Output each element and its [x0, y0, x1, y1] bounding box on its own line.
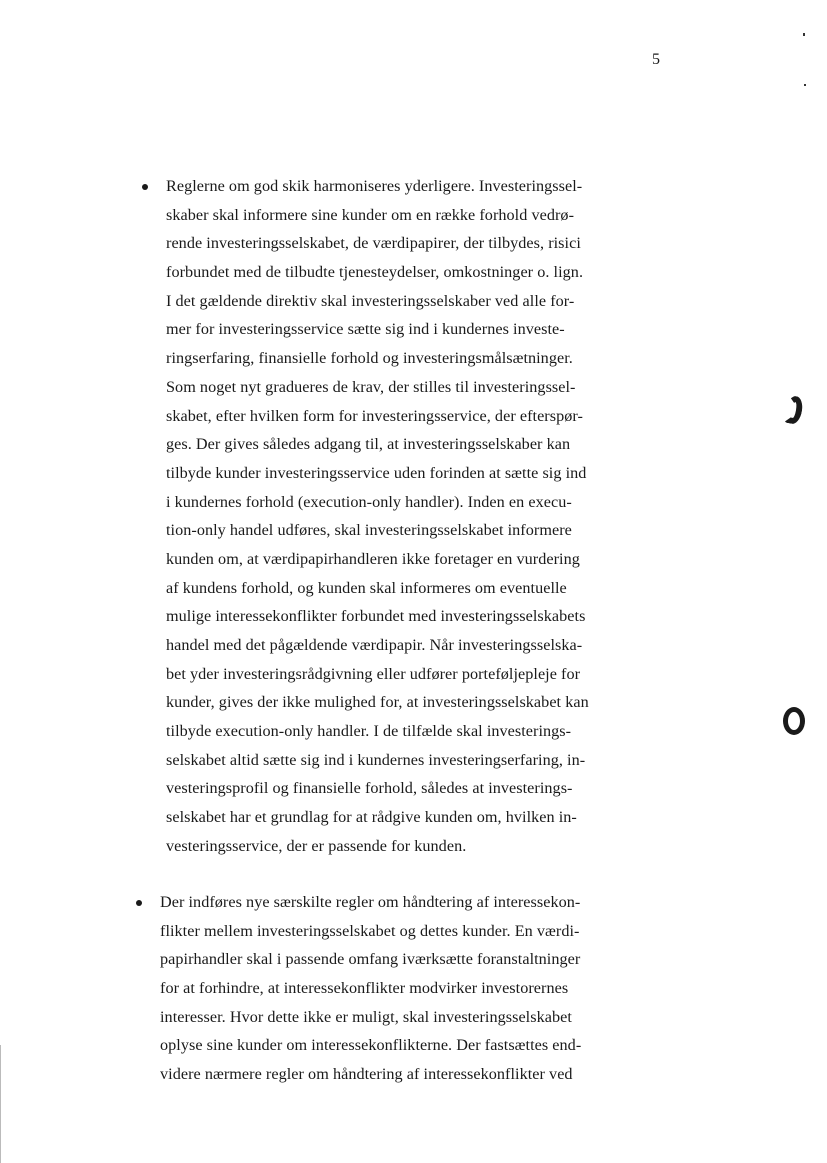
text-line: Reglerne om god skik harmoniseres yderligere. Investeringssel- [166, 177, 583, 195]
text-line: mulige interessekonflikter forbundet med investeringsselskabets [166, 607, 586, 626]
text-line: selskabet har et grundlag for at rådgive kunden om, hvilken in- [166, 808, 577, 827]
binder-hole-mark [783, 707, 805, 735]
scan-speck [804, 84, 806, 86]
bullet-paragraph-1 [166, 172, 589, 861]
text-line: bet yder investeringsrådgivning eller udfører porteføljepleje for [166, 664, 581, 683]
bullet-paragraph-2 [160, 888, 581, 1089]
text-line: I det gældende direktiv skal investeringsselskaber ved alle for- [166, 291, 575, 310]
text-line: interesser. Hvor dette ikke er muligt, skal investeringsselskabet [160, 1007, 572, 1026]
text-line: selskabet altid sætte sig ind i kundernes investeringserfaring, in- [166, 750, 586, 769]
text-line: for at forhindre, at interessekonflikter modvirker investorernes [160, 979, 569, 998]
text-line: skabet, efter hvilken form for investeringsservice, der efterspør- [166, 406, 583, 425]
text-line: tilbyde kunder investeringsservice uden forinden at sætte sig ind [166, 463, 587, 482]
page-number: 5 [652, 51, 660, 68]
text-line: tilbyde execution-only handler. I de tilfælde skal investerings- [166, 722, 572, 741]
text-line: rende investeringsselskabet, de værdipapirer, der tilbydes, risici [166, 234, 581, 253]
text-line: flikter mellem investeringsselskabet og dettes kunder. En værdi- [160, 921, 580, 940]
text-line: mer for investeringsservice sætte sig ind i kundernes investe- [166, 320, 565, 339]
text-line: papirhandler skal i passende omfang iværksætte foranstaltninger [160, 950, 581, 969]
binder-hole-mark [784, 395, 805, 425]
text-line: ges. Der gives således adgang til, at investeringsselskaber kan [166, 435, 571, 454]
text-line: videre nærmere regler om håndtering af interessekonflikter ved [160, 1065, 573, 1084]
text-line: kunden om, at værdipapirhandleren ikke foretager en vurdering [166, 549, 580, 568]
text-line: tion-only handel udføres, skal investeringsselskabet informere [166, 521, 572, 540]
text-line: kunder, gives der ikke mulighed for, at investeringsselskabet kan [166, 693, 589, 712]
text-line: ringserfaring, finansielle forhold og investeringsmålsætninger. [166, 349, 573, 368]
text-line: vesteringsservice, der er passende for kunden. [166, 836, 467, 855]
text-line: Der indføres nye særskilte regler om håndtering af interessekon- [160, 893, 581, 911]
text-line: i kundernes forhold (execution-only handler). Inden en execu- [166, 492, 572, 511]
scan-speck [803, 33, 805, 36]
text-line: vesteringsprofil og finansielle forhold, således at investerings- [166, 779, 573, 798]
text-line: Som noget nyt gradueres de krav, der stilles til investeringssel- [166, 377, 576, 396]
scan-edge-line [0, 1045, 1, 1163]
text-line: handel med det pågældende værdipapir. Når investeringsselska- [166, 636, 583, 654]
text-line: forbundet med de tilbudte tjenesteydelser, omkostninger o. lign. [166, 263, 584, 282]
bullet-marker [136, 900, 142, 906]
text-line: af kundens forhold, og kunden skal informeres om eventuelle [166, 578, 567, 597]
text-line: oplyse sine kunder om interessekonflikterne. Der fastsættes end- [160, 1036, 582, 1055]
text-line: skaber skal informere sine kunder om en række forhold vedrø- [166, 205, 575, 224]
bullet-marker [142, 184, 148, 190]
